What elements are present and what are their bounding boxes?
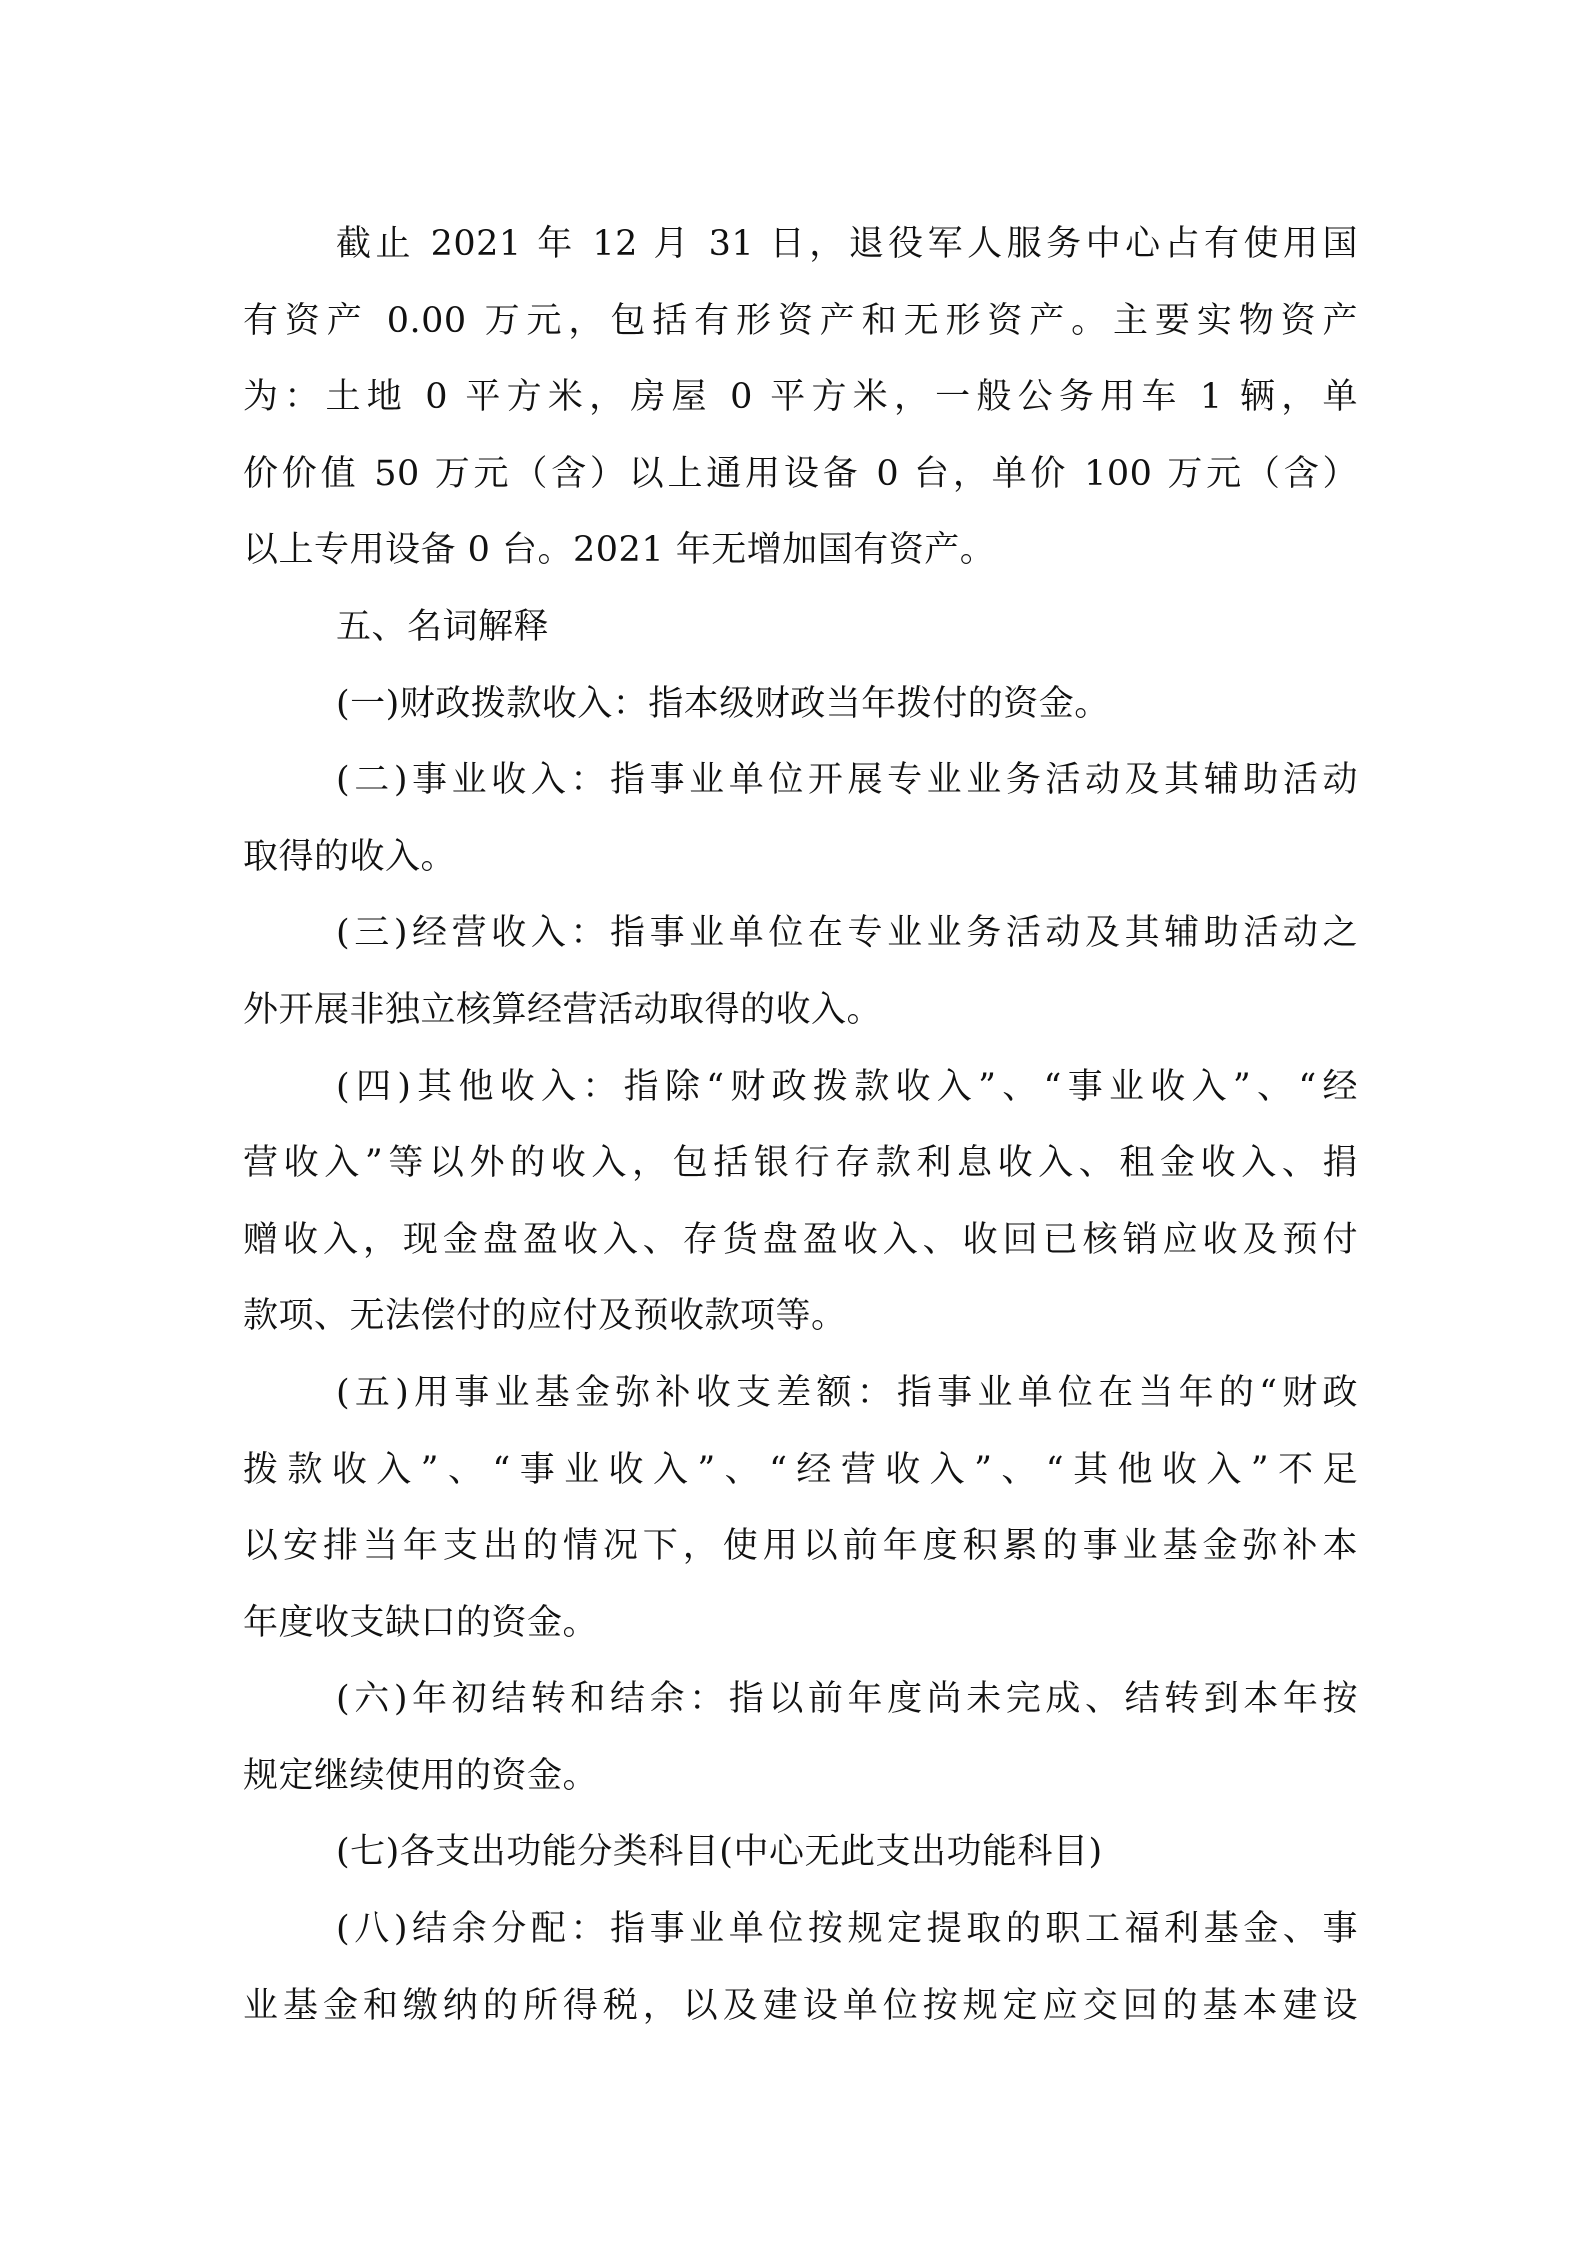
- text-line: 五、名词解释: [336, 606, 550, 647]
- text-line: 为：土地 0 平方米，房屋 0 平方米，一般公务用车 1 辆，单: [243, 377, 1358, 418]
- text-line: 有资产 0.00 万元，包括有形资产和无形资产。主要实物资产: [243, 300, 1358, 341]
- text-line: 价价值 50 万元（含）以上通用设备 0 台，单价 100 万元（含）: [243, 453, 1358, 494]
- text-line: (一)财政拨款收入：指本级财政当年拨付的资金。: [336, 683, 1110, 724]
- text-line: (六)年初结转和结余：指以前年度尚未完成、结转到本年按: [336, 1679, 1358, 1720]
- text-line: 外开展非独立核算经营活动取得的收入。: [243, 989, 883, 1030]
- text-line: (五)用事业基金弥补收支差额：指事业单位在当年的“财政: [336, 1372, 1358, 1413]
- text-line: 年度收支缺口的资金。: [243, 1602, 599, 1643]
- text-line: 赠收入，现金盘盈收入、存货盘盈收入、收回已核销应收及预付: [243, 1219, 1358, 1260]
- text-line: 拨款收入”、“事业收入”、“经营收入”、“其他收入”不足: [243, 1449, 1358, 1490]
- body-text: [243, 206, 1358, 2044]
- text-line: 业基金和缴纳的所得税，以及建设单位按规定应交回的基本建设: [243, 1985, 1358, 2026]
- text-line: (四)其他收入：指除“财政拨款收入”、“事业收入”、“经: [336, 1066, 1358, 1107]
- text-line: (七)各支出功能分类科目(中心无此支出功能科目): [336, 1832, 1103, 1873]
- text-line: (八)结余分配：指事业单位按规定提取的职工福利基金、事: [336, 1909, 1358, 1950]
- text-line: 以上专用设备 0 台。2021 年无增加国有资产。: [243, 530, 996, 571]
- text-line: 以安排当年支出的情况下，使用以前年度积累的事业基金弥补本: [243, 1526, 1358, 1567]
- text-line: 取得的收入。: [243, 836, 457, 877]
- text-line: (二)事业收入：指事业单位开展专业业务活动及其辅助活动: [336, 760, 1358, 801]
- text-line: 规定继续使用的资金。: [243, 1755, 599, 1796]
- text-line: 款项、无法偿付的应付及预收款项等。: [243, 1296, 847, 1337]
- text-line: 营收入”等以外的收入，包括银行存款利息收入、租金收入、捐: [243, 1143, 1358, 1184]
- text-line: (三)经营收入：指事业单位在专业业务活动及其辅助活动之: [336, 913, 1358, 954]
- text-line: 截止 2021 年 12 月 31 日，退役军人服务中心占有使用国: [336, 224, 1358, 264]
